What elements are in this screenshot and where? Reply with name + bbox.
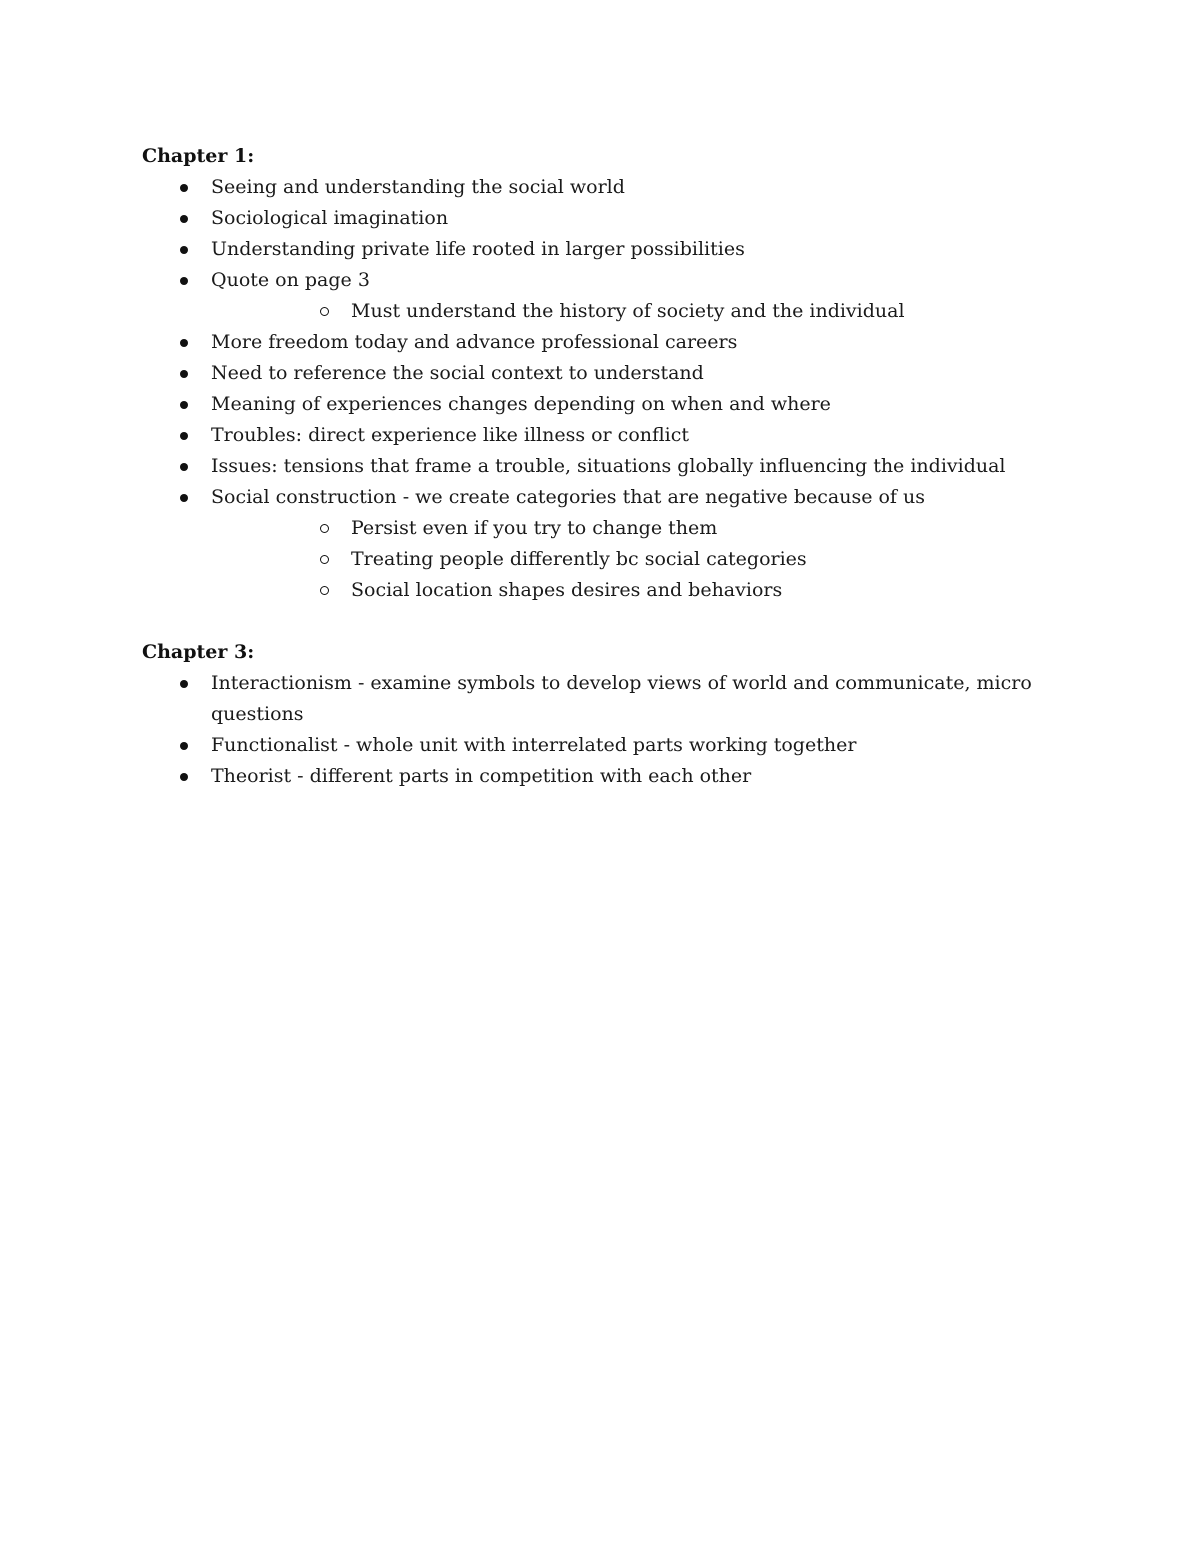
- sub-list-item-text: Treating people differently bc social categories: [351, 548, 807, 570]
- list-item-text: More freedom today and advance professional careers: [211, 331, 738, 353]
- list-item-text: Functionalist - whole unit with interrelated parts working together: [211, 734, 857, 756]
- list-item-text: Seeing and understanding the social world: [211, 176, 625, 198]
- chapter-1-section: [142, 141, 1062, 606]
- list-item: [142, 203, 1062, 234]
- sub-list-item-text: Persist even if you try to change them: [351, 517, 718, 539]
- list-item-text: Troubles: direct experience like illness or conflict: [211, 424, 690, 446]
- filled-bullet-icon: [180, 742, 188, 750]
- sub-list-item: [211, 544, 1062, 575]
- list-item-text: Social construction - we create categories that are negative because of us: [211, 486, 925, 508]
- list-item: [142, 327, 1062, 358]
- list-item: [142, 265, 1062, 327]
- list-item-text: Understanding private life rooted in larger possibilities: [211, 238, 745, 260]
- list-item-text: Quote on page 3: [211, 269, 370, 291]
- list-item: [142, 172, 1062, 203]
- filled-bullet-icon: [180, 215, 188, 223]
- filled-bullet-icon: [180, 246, 188, 254]
- chapter-3-section: [142, 637, 1062, 792]
- sub-list-item: [211, 513, 1062, 544]
- sub-list-item: [211, 296, 1062, 327]
- chapter-heading: Chapter 1:: [142, 145, 255, 167]
- hollow-bullet-icon: [320, 586, 329, 595]
- list-item: [142, 234, 1062, 265]
- hollow-bullet-icon: [320, 555, 329, 564]
- list-item-text: Interactionism - examine symbols to develop views of world and communicate, micro questions: [211, 672, 1032, 725]
- sub-bullet-list: [211, 296, 1062, 327]
- list-item: [142, 730, 1062, 761]
- filled-bullet-icon: [180, 401, 188, 409]
- sub-bullet-list: [211, 513, 1062, 606]
- list-item: [142, 668, 1062, 730]
- sub-list-item-text: Social location shapes desires and behaviors: [351, 579, 783, 601]
- list-item: [142, 420, 1062, 451]
- sub-list-item: [211, 575, 1062, 606]
- bullet-list: [142, 172, 1062, 606]
- list-item: [142, 389, 1062, 420]
- sub-list-item-text: Must understand the history of society and the individual: [351, 300, 905, 322]
- bullet-list: [142, 668, 1062, 792]
- filled-bullet-icon: [180, 277, 188, 285]
- list-item-text: Sociological imagination: [211, 207, 449, 229]
- list-item: [142, 761, 1062, 792]
- list-item: [142, 358, 1062, 389]
- filled-bullet-icon: [180, 773, 188, 781]
- chapter-heading: Chapter 3:: [142, 641, 255, 663]
- filled-bullet-icon: [180, 339, 188, 347]
- list-item: [142, 482, 1062, 606]
- document-body: [142, 141, 1062, 792]
- filled-bullet-icon: [180, 432, 188, 440]
- hollow-bullet-icon: [320, 307, 329, 316]
- list-item: [142, 451, 1062, 482]
- filled-bullet-icon: [180, 680, 188, 688]
- list-item-text: Need to reference the social context to understand: [211, 362, 704, 384]
- list-item-text: Theorist - different parts in competition with each other: [211, 765, 752, 787]
- list-item-text: Issues: tensions that frame a trouble, situations globally influencing the individual: [211, 455, 1006, 477]
- filled-bullet-icon: [180, 184, 188, 192]
- list-item-text: Meaning of experiences changes depending on when and where: [211, 393, 831, 415]
- hollow-bullet-icon: [320, 524, 329, 533]
- filled-bullet-icon: [180, 370, 188, 378]
- filled-bullet-icon: [180, 463, 188, 471]
- filled-bullet-icon: [180, 494, 188, 502]
